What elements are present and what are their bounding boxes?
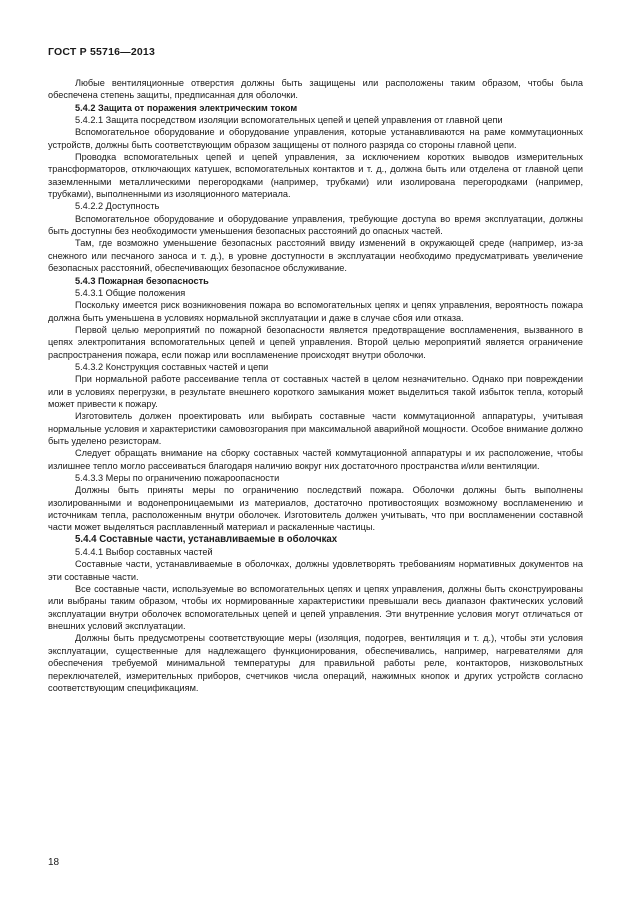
paragraph: Вспомогательное оборудование и оборудование управления, требующие доступа во время эксплуатации, должны быть доступны без необходимости уменьшения безопасных расстояний до опасных частей.	[48, 213, 583, 237]
section-heading: 5.4.3 Пожарная безопасность	[75, 275, 209, 286]
subsection-heading: 5.4.3.2 Конструкция составных частей и цепи	[75, 361, 269, 372]
subsection-heading: 5.4.2.1 Защита посредством изоляции вспомогательных цепей и цепей управления от главной цепи	[75, 115, 503, 126]
paragraph: Первой целью мероприятий по пожарной безопасности является предотвращение воспламенения, вызванного в цепях электропитания вспомогательных цепей и цепей управления. Второй целью мероприятий является ограничение распространения пожара, если пожар или воспламенение происходят внутри оболочки.	[48, 324, 583, 360]
paragraph: Должны быть предусмотрены соответствующие меры (изоляция, подогрев, вентиляция и т. д.), чтобы эти условия эксплуатации, существенные для надлежащего функционирования, обеспечивались, например, нагревателями для обеспечения требуемой минимальной температуры для правильной работы реле, контакторов, низковольтных переключателей, измерительных приборов, счетчиков числа операций, нажимных кнопок и других устройств согласно соответствующим спецификациям.	[48, 633, 583, 693]
standard-header: ГОСТ Р 55716—2013	[48, 46, 156, 58]
paragraph: Все составные части, используемые во вспомогательных цепях и цепях управления, должны быть сконструированы или выбраны таким образом, чтобы их нормированные характеристики превышали весь диапазон фактических условий эксплуатации внутри оболочек вспомогательных цепей и цепей управления. Эти внутренние условия могут отличаться от внешних условий эксплуатации.	[48, 584, 583, 632]
paragraph: Изготовитель должен проектировать или выбирать составные части коммутационной аппаратуры, учитывая нормальные условия и характеристики самовозгорания при максимальной аварийной мощности. Особое внимание должно быть уделено резисторам.	[48, 411, 583, 446]
page-number: 18	[48, 857, 60, 868]
document-body	[48, 77, 583, 694]
paragraph: Любые вентиляционные отверстия должны быть защищены или расположены таким образом, чтобы была обеспечена степень защиты, предписанная для оболочки.	[48, 78, 583, 101]
subsection-heading: 5.4.3.1 Общие положения	[75, 287, 186, 298]
paragraph: При нормальной работе рассеивание тепла от составных частей в целом незначительно. Однако при повреждении или в условиях перегрузки, в результате внешнего короткого замыкания может выделиться такой избыток тепла, который может привести к пожару.	[48, 374, 583, 409]
section-heading: 5.4.2 Защита от поражения электрическим током	[75, 102, 298, 113]
paragraph: Проводка вспомогательных цепей и цепей управления, за исключением коротких выводов измерительных трансформаторов, отключающих катушек, вспомогательных контактов и т. д., должна быть или отделена от главной цепи заземленными металлическими перегородками (например, трубками) или изолирована перегородками (например, трубками), выполненными из изоляционного материала.	[48, 152, 583, 200]
paragraph: Поскольку имеется риск возникновения пожара во вспомогательных цепях и цепях управления, вероятность пожара должна быть уменьшена в условиях нормальной эксплуатации и даже в случае сбоя или отказа.	[48, 300, 583, 323]
subsection-heading: 5.4.3.3 Меры по ограничению пожароопасности	[75, 473, 280, 483]
paragraph: Должны быть приняты меры по ограничению последствий пожара. Оболочки должны быть выполнены изолированными и водонепроницаемыми из материалов, достаточно противостоящих возможному воспламенению и источникам тепла, расположенным внутри оболочек. Изготовитель должен учитывать, что при воспламенении составной части может выделяться расплавленный материал и раскаленные частицы.	[48, 485, 583, 533]
paragraph: Следует обращать внимание на сборку составных частей коммутационной аппаратуры и их расположение, чтобы излишнее тепло могло рассеиваться благодаря наличию вокруг них достаточного пространства и/или вентиляции.	[48, 448, 583, 471]
paragraph: Там, где возможно уменьшение безопасных расстояний ввиду изменений в окружающей среде (например, из-за снежного или песчаного заноса и т. д.), в уровне доступности в эксплуатации необходимо предусматривать увеличение безопасных расстояний, обеспечивающих безопасное обслуживание.	[48, 238, 583, 274]
paragraph: Составные части, устанавливаемые в оболочках, должны удовлетворять требованиям нормативных документов на эти составные части.	[48, 559, 583, 582]
subsection-heading: 5.4.4.1 Выбор составных частей	[75, 547, 213, 558]
paragraph: Вспомогательное оборудование и оборудование управления, которые устанавливаются на раме коммутационных устройств, должны быть соответствующим образом защищены от полного разряда со стороны главной цепи.	[48, 127, 583, 150]
section-heading: 5.4.4 Составные части, устанавливаемые в оболочках	[75, 533, 338, 545]
subsection-heading: 5.4.2.2 Доступность	[75, 201, 160, 212]
